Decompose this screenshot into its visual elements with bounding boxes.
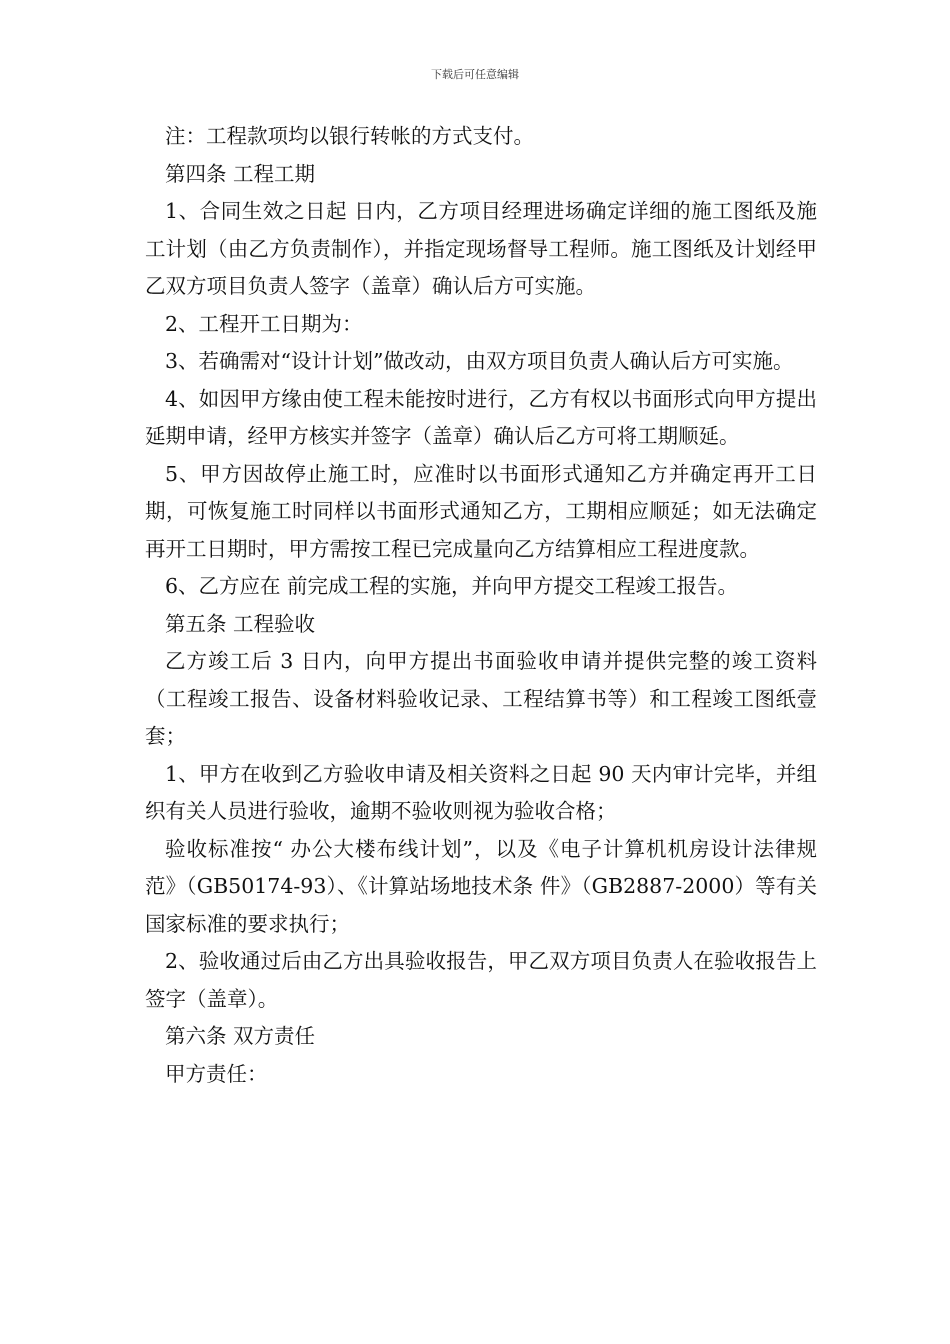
paragraph: 6、乙方应在 前完成工程的实施，并向甲方提交工程竣工报告。	[165, 574, 739, 598]
paragraph: 甲方责任：	[165, 1061, 268, 1086]
paragraph: 乙方竣工后 3 日内，向甲方提出书面验收申请并提供完整的竣工资料（工程竣工报告、设备材料验收记录、工程结算书等）和工程竣工图纸壹套；	[145, 649, 817, 748]
paragraph: 第四条 工程工期	[165, 161, 316, 186]
paragraph: 第五条 工程验收	[165, 611, 316, 636]
paragraph: 3、若确需对“设计计划”做改动，由双方项目负责人确认后方可实施。	[165, 349, 794, 373]
paragraph: 5、甲方因故停止施工时，应准时以书面形式通知乙方并确定再开工日期，可恢复施工时同样以书面形式通知乙方，工期相应顺延；如无法确定再开工日期时，甲方需按工程已完成量向乙方结算相应工程进度款。	[145, 461, 817, 561]
paragraph: 验收标准按“ 办公大楼布线计划”，以及《电子计算机机房设计法律规范》（GB50174-93）、《计算站场地技术条 件》（GB2887-2000）等有关国家标准的要求执行；	[145, 836, 817, 936]
paragraph: 注：工程款项均以银行转帐的方式支付。	[165, 124, 534, 148]
paragraph: 1、甲方在收到乙方验收申请及相关资料之日起 90 天内审计完毕，并组织有关人员进行验收，逾期不验收则视为验收合格；	[145, 761, 817, 823]
paragraph: 第六条 双方责任	[165, 1024, 316, 1048]
paragraph: 2、验收通过后由乙方出具验收报告，甲乙双方项目负责人在验收报告上签字（盖章）。	[145, 949, 817, 1011]
paragraph: 4、如因甲方缘由使工程未能按时进行，乙方有权以书面形式向甲方提出延期申请，经甲方核实并签字（盖章）确认后乙方可将工期顺延。	[145, 386, 817, 448]
page-header: 下载后可任意编辑	[431, 68, 519, 81]
paragraph: 2、工程开工日期为：	[165, 311, 363, 336]
document-body	[145, 118, 817, 1093]
paragraph: 1、合同生效之日起 日内，乙方项目经理进场确定详细的施工图纸及施工计划（由乙方负责制作），并指定现场督导工程师。施工图纸及计划经甲乙双方项目负责人签字（盖章）确认后方可实施。	[145, 199, 817, 298]
